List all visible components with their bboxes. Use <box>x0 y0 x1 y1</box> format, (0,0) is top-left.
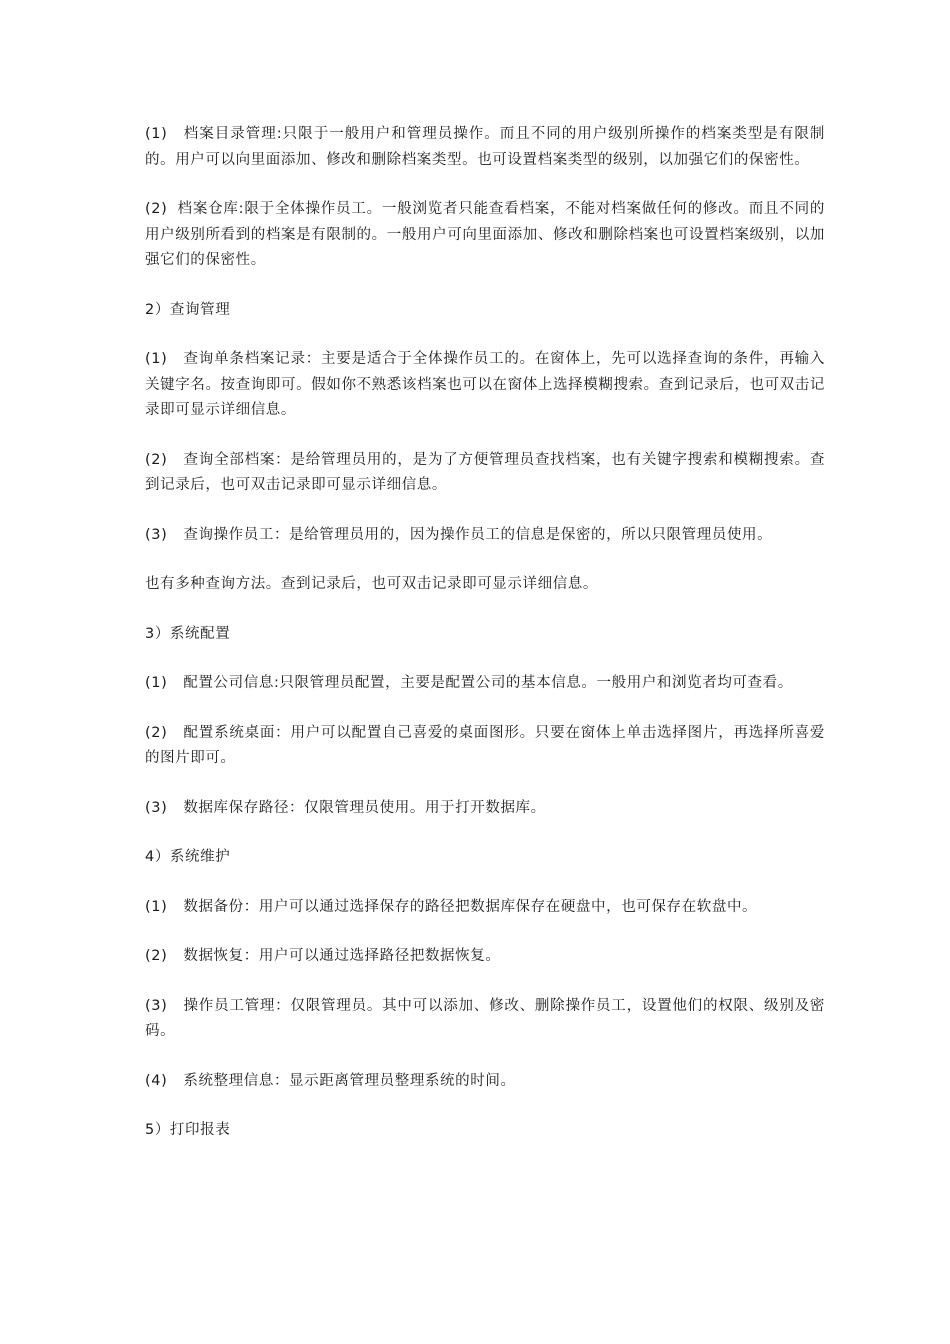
item-number: (1) <box>145 351 168 367</box>
query-note: 也有多种查询方法。查到记录后，也可双击记录即可显示详细信息。 <box>145 576 598 592</box>
item-text: 数据恢复：用户可以通过选择路径把数据恢复。 <box>183 948 501 964</box>
item-number: (2) <box>145 451 168 468</box>
item-text: 配置公司信息:只限管理员配置，主要是配置公司的基本信息。一般用户和浏览者均可查看。 <box>183 675 793 691</box>
item-number: (3) <box>145 799 168 816</box>
query-mgmt-heading: 2）查询管理 <box>145 301 231 318</box>
item-text: 档案目录管理:只限于一般用户和管理员操作。而且不同的用户级别所操作的档案类型是有限制的。用户可以向里面添加、修改和删除档案类型。也可设置档案类型的级别，以加强它们的保密性。 <box>145 126 825 168</box>
maint-item-4 <box>145 1069 825 1095</box>
item-number: (1) <box>145 675 168 691</box>
maint-item-1 <box>145 895 825 921</box>
item-text: 数据库保存路径：仅限管理员使用。用于打开数据库。 <box>183 799 546 816</box>
item-text: 档案仓库:限于全体操作员工。一般浏览者只能查看档案，不能对档案做任何的修改。而且不同的用户级别所看到的档案是有限制的。一般用户可向里面添加、修改和删除档案也可设置档案级别，以加强它们的保密性。 <box>145 201 825 268</box>
maint-item-2 <box>145 944 825 970</box>
item-text: 查询全部档案：是给管理员用的，是为了方便管理员查找档案，也有关键字搜索和模糊搜索。查到记录后，也可双击记录即可显示详细信息。 <box>145 451 825 493</box>
item-number: (4) <box>145 1072 168 1089</box>
item-text: 系统整理信息：显示距离管理员整理系统的时间。 <box>183 1072 516 1089</box>
item-number: (2) <box>145 948 168 964</box>
query-item-1 <box>145 347 825 424</box>
item-number: (2) <box>145 201 168 217</box>
document-page <box>145 122 825 1168</box>
sys-config-heading: 3）系统配置 <box>145 625 231 642</box>
query-item-2 <box>145 448 825 499</box>
item-text: 查询操作员工：是给管理员用的，因为操作员工的信息是保密的，所以只限管理员使用。 <box>183 526 773 543</box>
item-text: 配置系统桌面：用户可以配置自己喜爱的桌面图形。只要在窗体上单击选择图片，再选择所喜爱的图片即可。 <box>145 724 825 766</box>
item-number: (1) <box>145 126 168 142</box>
archive-item-1 <box>145 122 825 173</box>
item-number: (3) <box>145 526 168 543</box>
config-item-3 <box>145 796 825 822</box>
print-report-heading: 5）打印报表 <box>145 1122 231 1138</box>
item-text: 操作员工管理：仅限管理员。其中可以添加、修改、删除操作员工，设置他们的权限、级别及密码。 <box>145 997 825 1039</box>
item-text: 查询单条档案记录：主要是适合于全体操作员工的。在窗体上，先可以选择查询的条件，再输入关键字名。按查询即可。假如你不熟悉该档案也可以在窗体上选择模糊搜索。查到记录后，也可双击记录即可显示详细信息。 <box>145 351 825 418</box>
config-item-2 <box>145 721 825 772</box>
item-text: 数据备份：用户可以通过选择保存的路径把数据库保存在硬盘中，也可保存在软盘中。 <box>183 898 758 915</box>
maint-item-3 <box>145 994 825 1045</box>
archive-item-2 <box>145 197 825 274</box>
item-number: (3) <box>145 997 168 1014</box>
item-number: (1) <box>145 898 168 915</box>
query-item-3 <box>145 523 825 549</box>
config-item-1 <box>145 671 825 697</box>
item-number: (2) <box>145 724 168 741</box>
sys-maint-heading: 4）系统维护 <box>145 849 231 865</box>
